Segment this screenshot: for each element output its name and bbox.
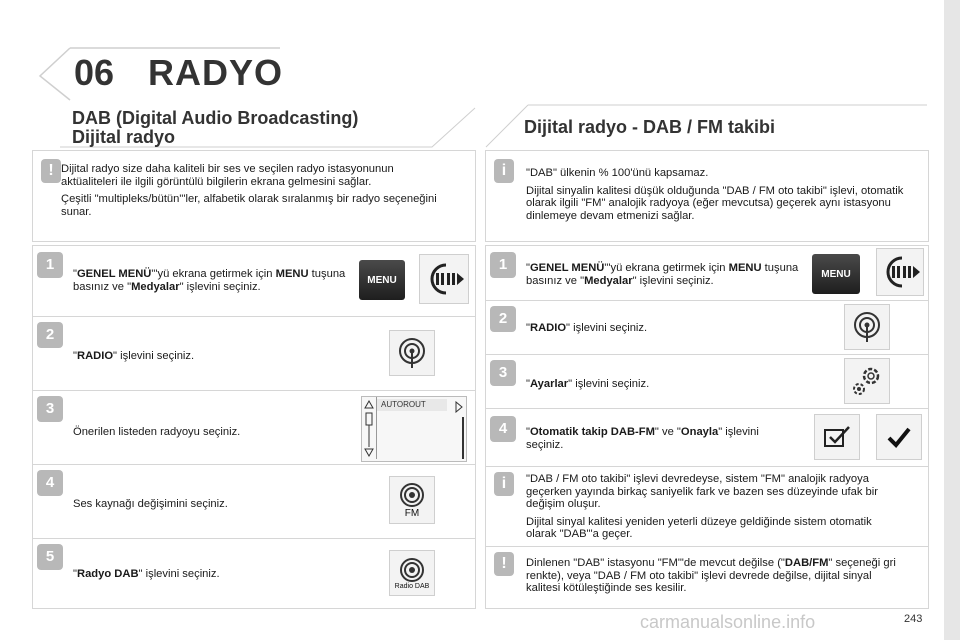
- checkbox-icon: [823, 425, 851, 449]
- media-icon-box[interactable]: [876, 248, 924, 296]
- right-info2-p1: "DAB / FM oto takibi" işlevi devredeyse, sistem "FM" analojik radyoya geçerken yayında birkaç saniyelik fark ve bazen ses düzeyinde ufak bir değişim oluşur.: [526, 473, 878, 510]
- radio-icon-box[interactable]: [844, 304, 890, 350]
- left-info-text: [61, 163, 441, 223]
- divider: [486, 300, 928, 301]
- page-number: 243: [904, 613, 923, 625]
- autorout-item[interactable]: [377, 399, 447, 411]
- right-step4-text: "Otomatik takip DAB-FM" ve "Onayla" işlevini seçiniz.: [526, 426, 759, 451]
- radio-antenna-icon: [396, 337, 428, 369]
- step-badge-1: 1: [37, 252, 63, 278]
- radio-dab-box[interactable]: [389, 550, 435, 596]
- media-icon-box[interactable]: [419, 254, 469, 304]
- info-badge: i: [494, 472, 514, 496]
- right-info-text: [526, 167, 916, 227]
- fm-source-box[interactable]: [389, 476, 435, 524]
- radio-icon-box[interactable]: [389, 330, 435, 376]
- autorout-label: AUTOROUT: [381, 400, 426, 409]
- right-step3-text: "Ayarlar" işlevini seçiniz.: [526, 378, 650, 390]
- right-warning-text: Dinlenen "DAB" istasyonu "FM"'de mevcut değilse ("DAB/FM" seçeneği gri renkte), veya "DAB / FM oto takibi" işlevi devrede değilse, dijital sinyal kalitesi kötüleştiğinde ses kesilir.: [526, 557, 896, 594]
- step-badge-4: 4: [490, 416, 516, 442]
- radio-antenna-icon: [851, 311, 883, 343]
- divider: [486, 408, 928, 409]
- right-info-p2: Dijital sinyalin kalitesi düşük olduğunda "DAB / FM oto takibi" işlevi, otomatik olarak ilgili "FM" analojik radyoya (eğer mevcutsa) geçerek aynı istasyonu dinlemeye devam etmenizi sağlar.: [526, 184, 904, 222]
- menu-button[interactable]: MENU: [812, 254, 860, 294]
- warning-badge: !: [494, 552, 514, 576]
- station-list-screen[interactable]: [361, 396, 467, 462]
- list-scrollbar[interactable]: [362, 397, 377, 459]
- page-edge-strip: [944, 0, 960, 640]
- step-badge-2: 2: [37, 322, 63, 348]
- scroll-arrows-icon: [362, 397, 376, 459]
- settings-icon-box[interactable]: [844, 358, 890, 404]
- left-steps-box: [32, 245, 476, 609]
- divider: [486, 466, 928, 467]
- step-badge-2: 2: [490, 306, 516, 332]
- step-badge-4: 4: [37, 470, 63, 496]
- chapter-number: 06: [74, 52, 115, 93]
- auto-follow-checkbox-box[interactable]: [814, 414, 860, 460]
- divider: [33, 464, 475, 465]
- divider: [33, 390, 475, 391]
- media-play-pause-icon: [424, 261, 464, 297]
- fm-signal-icon: [399, 482, 425, 508]
- step-badge-1: 1: [490, 252, 516, 278]
- divider: [33, 316, 475, 317]
- chapter-title: RADYO: [148, 52, 284, 93]
- info-badge: i: [494, 159, 514, 183]
- warning-badge: !: [41, 159, 61, 183]
- left-step2-text: "RADIO" işlevini seçiniz.: [73, 350, 195, 362]
- right-steps-box: [485, 245, 929, 609]
- settings-gears-icon: [849, 363, 885, 399]
- left-step3-text: Önerilen listeden radyoyu seçiniz.: [73, 426, 241, 438]
- divider: [33, 538, 475, 539]
- right-step2-text: "RADIO" işlevini seçiniz.: [526, 322, 648, 334]
- left-title-line1: DAB (Digital Audio Broadcasting): [72, 108, 359, 128]
- step-badge-5: 5: [37, 544, 63, 570]
- right-info-p1: "DAB" ülkenin % 100'ünü kapsamaz.: [526, 167, 709, 179]
- left-step4-text: Ses kaynağı değişimini seçiniz.: [73, 498, 228, 510]
- left-step5-text: "Radyo DAB" işlevini seçiniz.: [73, 568, 220, 580]
- right-section-title: Dijital radyo - DAB / FM takibi: [524, 117, 776, 137]
- left-section-title: [72, 109, 358, 147]
- screen-edge: [462, 417, 464, 459]
- divider: [486, 354, 928, 355]
- media-play-pause-icon: [880, 254, 920, 290]
- left-info-p2: Çeşitli "multipleks/bütün"'ler, alfabetik olarak sıralanmış bir radyo seçeneğini sunar.: [61, 193, 437, 218]
- play-arrow-icon[interactable]: [454, 401, 464, 413]
- fm-label: FM: [404, 507, 420, 519]
- radio-dab-label: Radio DAB: [394, 582, 430, 590]
- checkmark-icon: [887, 426, 911, 448]
- right-info2-p2: Dijital sinyal kalitesi yeniden yeterli düzeye geldiğinde sistem otomatik olarak "DAB"'a geçer.: [526, 515, 872, 540]
- divider: [486, 546, 928, 547]
- right-info2-text: [526, 473, 896, 546]
- dab-signal-icon: [399, 557, 425, 583]
- right-info-box: [485, 150, 929, 242]
- left-title-line2: Dijital radyo: [72, 127, 176, 147]
- left-step1-text: "GENEL MENÜ"'yü ekrana getirmek için MENU tuşuna basınız ve "Medyalar" işlevini seçiniz.: [73, 268, 346, 293]
- confirm-button[interactable]: [876, 414, 922, 460]
- right-step1-text: "GENEL MENÜ"'yü ekrana getirmek için MENU tuşuna basınız ve "Medyalar" işlevini seçiniz.: [526, 262, 799, 287]
- step-badge-3: 3: [490, 360, 516, 386]
- left-info-p1: Dijital radyo size daha kaliteli bir ses ve seçilen radyo istasyonunun aktüaliteleri ile ilgili görüntülü bilgilerin ekrana gelmesini sağlar.: [61, 163, 394, 188]
- watermark: carmanualsonline.info: [640, 612, 816, 632]
- left-info-box: [32, 150, 476, 242]
- menu-button[interactable]: MENU: [359, 260, 405, 300]
- step-badge-3: 3: [37, 396, 63, 422]
